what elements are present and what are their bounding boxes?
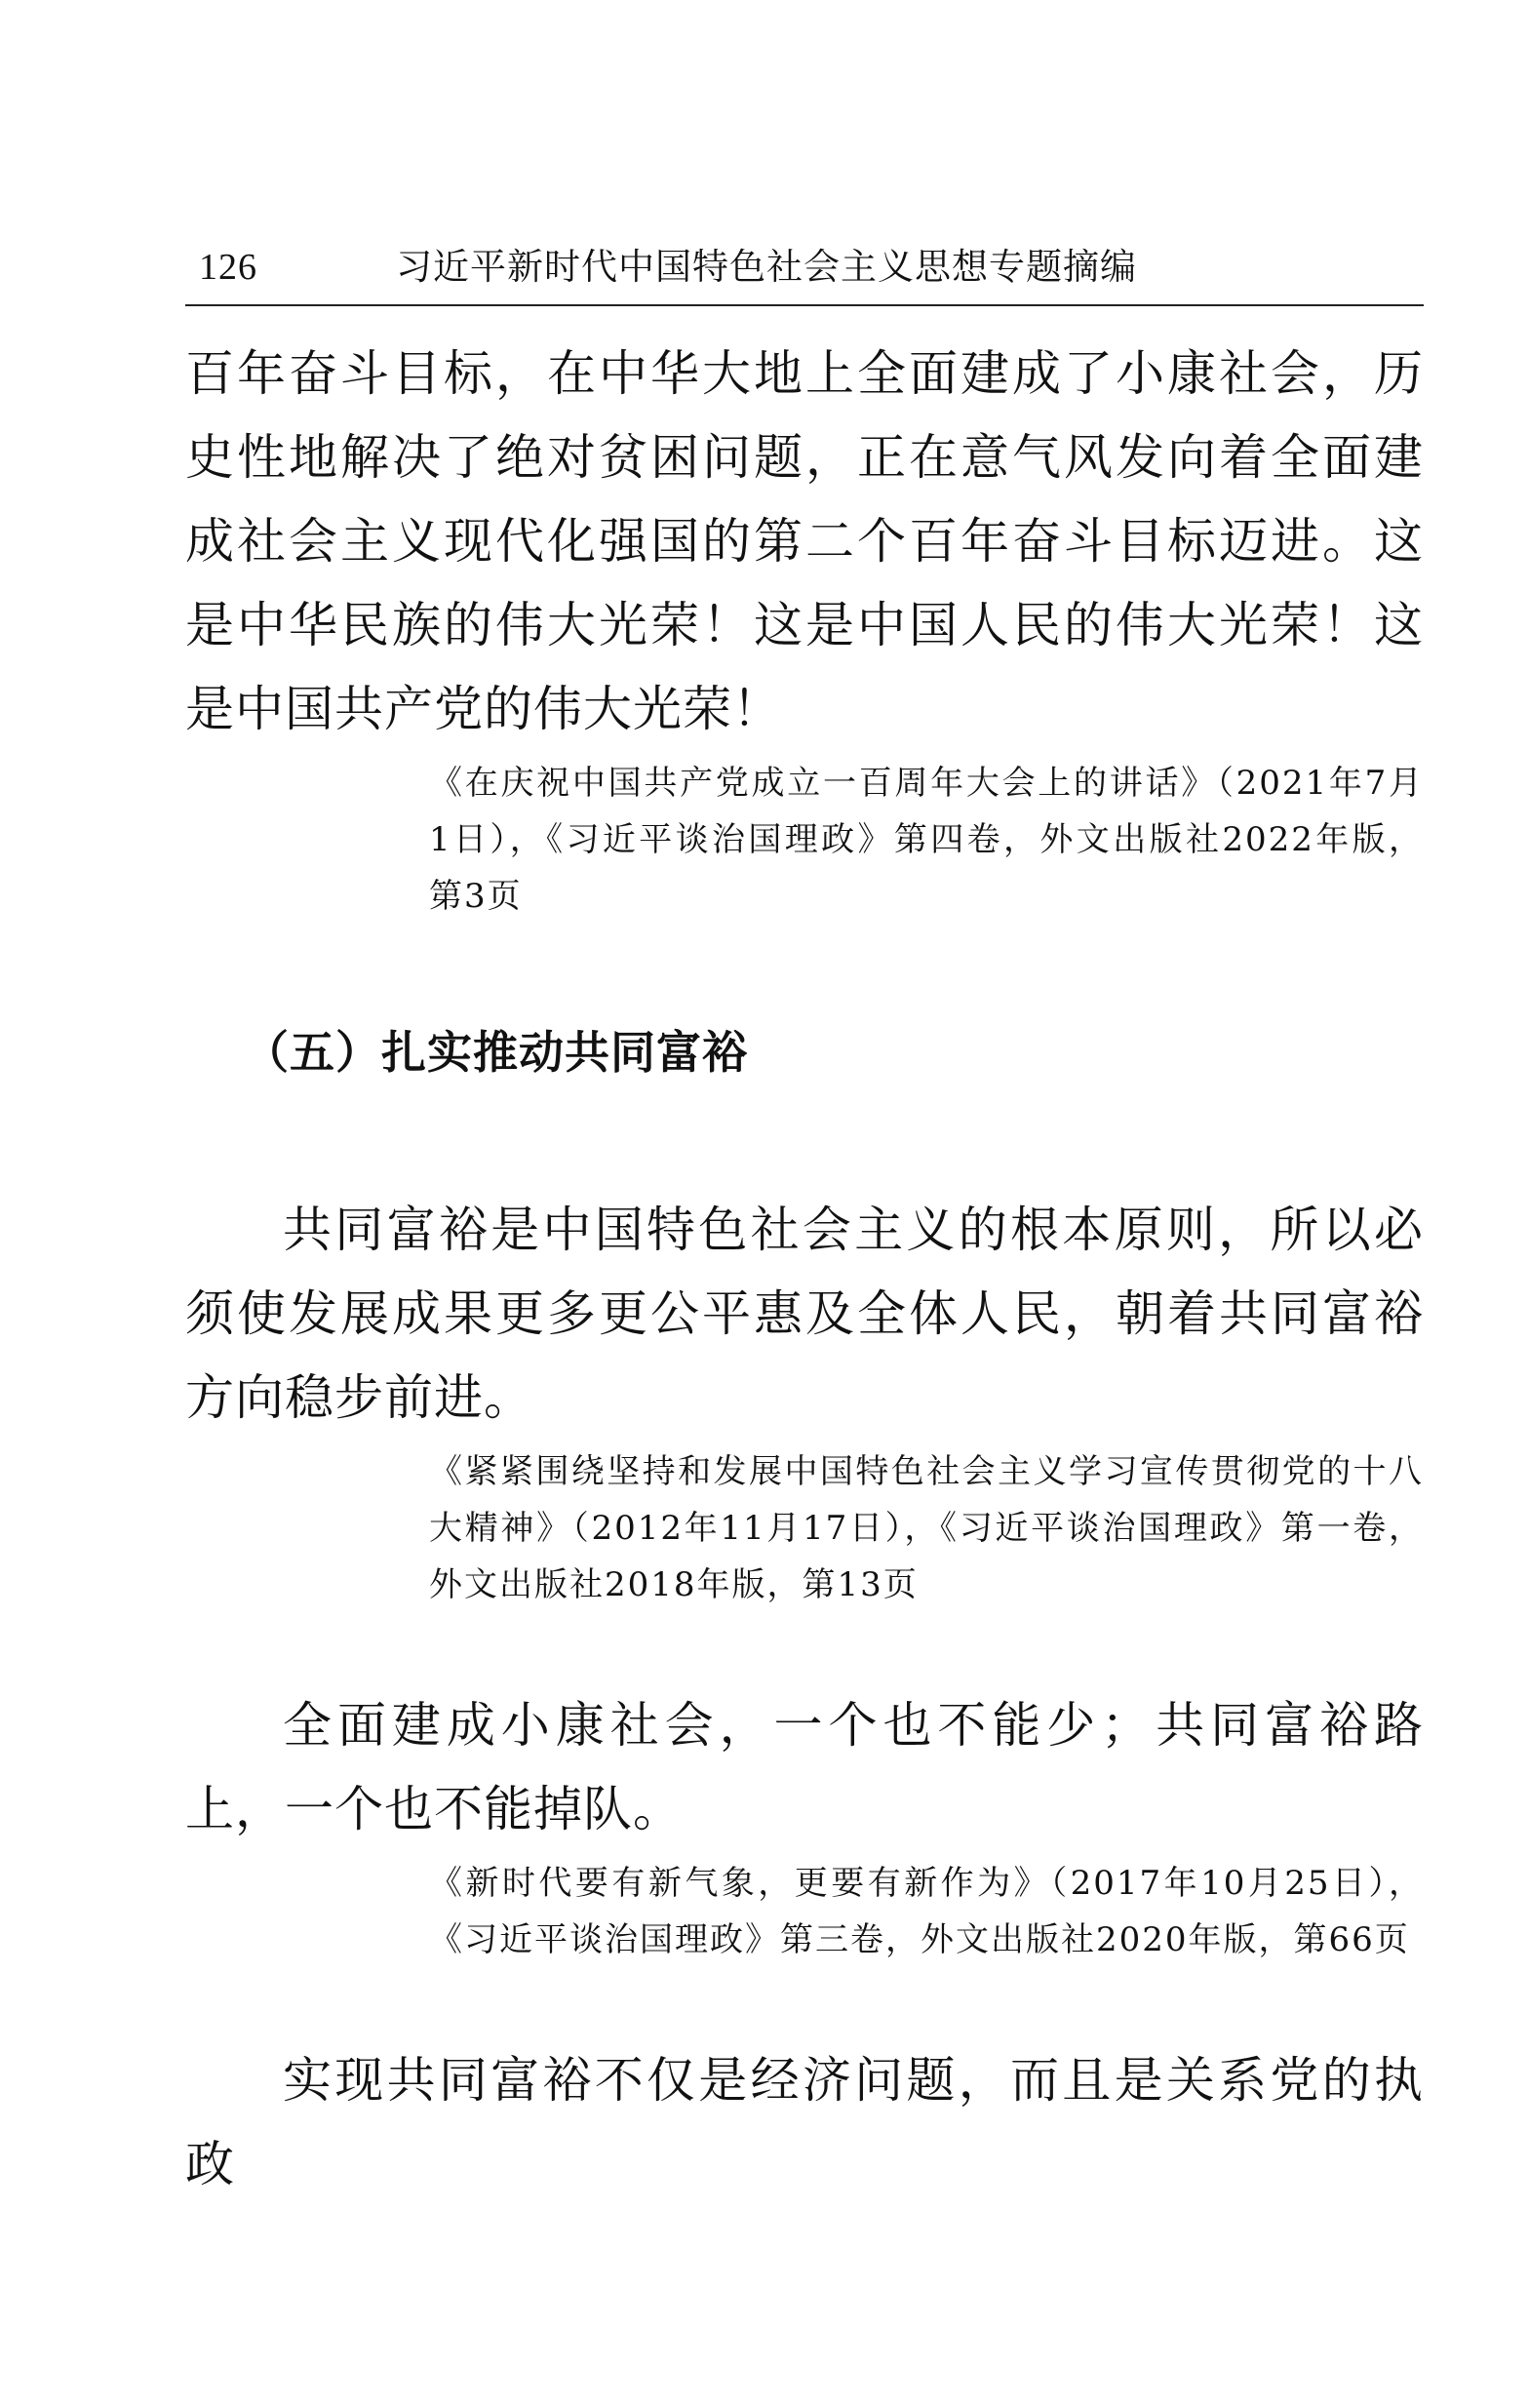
body-paragraph: 共同富裕是中国特色社会主义的根本原则，所以必须使发展成果更多更公平惠及全体人民，朝着共同富裕方向稳步前进。: [185, 1202, 1424, 1426]
body-paragraph: 实现共同富裕不仅是经济问题，而且是关系党的执政: [185, 2052, 1424, 2192]
citation: 《紧紧围绕坚持和发展中国特色社会主义学习宣传贯彻党的十八大精神》（2012年11月17日），《习近平谈治国理政》第一卷，外文出版社2018年版，第13页: [429, 1452, 1424, 1604]
citation: 《新时代要有新气象，更要有新作为》（2017年10月25日），《习近平谈治国理政》第三卷，外文出版社2020年版，第66页: [429, 1864, 1424, 1959]
body-paragraph: 百年奋斗目标，在中华大地上全面建成了小康社会，历史性地解决了绝对贫困问题，正在意气风发向着全面建成社会主义现代化强国的第二个百年奋斗目标迈进。这是中华民族的伟大光荣！这是中国人民的伟大光荣！这是中国共产党的伟大光荣！: [185, 345, 1424, 737]
running-title: 习近平新时代中国特色社会主义思想专题摘编: [396, 246, 1137, 288]
page-content: [185, 332, 1424, 2206]
page-header: [185, 234, 1424, 306]
page-number: 126: [199, 247, 257, 288]
section-heading: （五）扎实推动共同富裕: [244, 1026, 748, 1079]
citation: 《在庆祝中国共产党成立一百周年大会上的讲话》（2021年7月1日），《习近平谈治国理政》第四卷，外文出版社2022年版，第3页: [429, 764, 1424, 916]
body-paragraph: 全面建成小康社会，一个也不能少；共同富裕路上，一个也不能掉队。: [185, 1697, 1424, 1837]
